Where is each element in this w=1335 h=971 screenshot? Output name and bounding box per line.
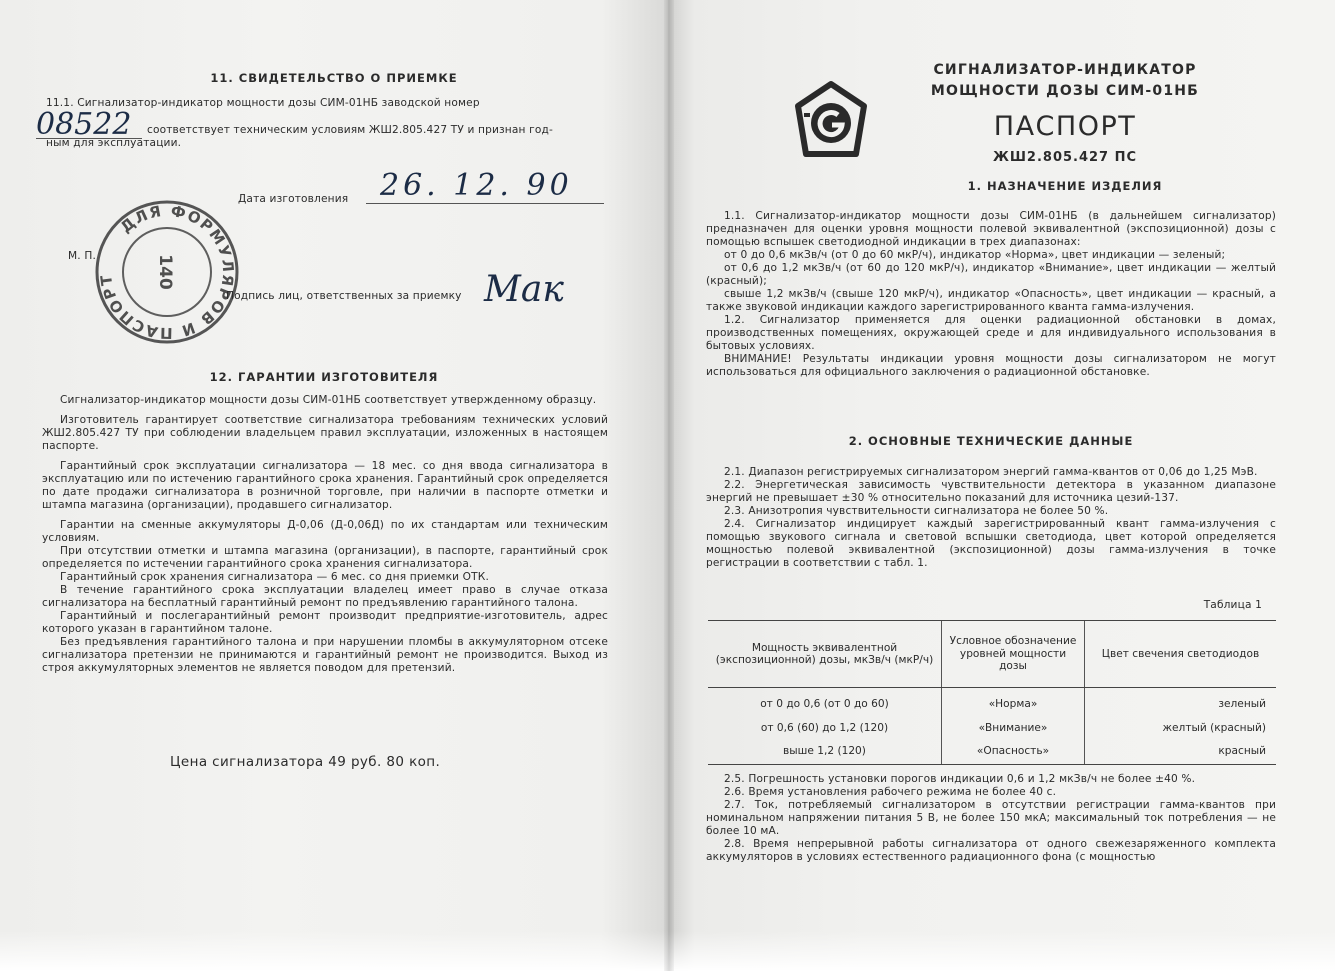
date-label: Дата изготовления — [238, 193, 349, 205]
purpose-warning: ВНИМАНИЕ! Результаты индикации уровня мощности дозы сигнализатором не могут использоваться для официального заключения о радиационной обстановке. — [706, 353, 1276, 378]
acceptance-line-3: ным для эксплуатации. — [46, 137, 182, 149]
spec-2-3: 2.3. Анизотропия чувствительности сигнализатора не более 50 %. — [724, 505, 1109, 517]
left-bottom-margin — [0, 931, 668, 971]
acceptance-line-1: 11.1. Сигнализатор-индикатор мощности дозы СИМ-01НБ заводской номер — [46, 97, 480, 109]
table-cell: красный — [1085, 740, 1277, 764]
range-danger: свыше 1,2 мкЗв/ч (свыше 120 мкР/ч), индикатор «Опасность», цвет индикации — красный, а также звуковой индикации каждого зарегистрированного кванта гамма-излучения. — [706, 288, 1276, 313]
table-caption: Таблица 1 — [1203, 599, 1262, 611]
tech-data-text — [706, 466, 1276, 570]
spec-2-6: 2.6. Время установления рабочего режима не более 40 с. — [724, 786, 1057, 798]
warranty-p8: Гарантийный и послегарантийный ремонт производит предприятие-изготовитель, адрес которого указан в гарантийном талоне. — [42, 610, 608, 635]
stamp-number: 140 — [155, 254, 175, 290]
warranty-p5: При отсутствии отметки и штампа магазина (организации), в паспорте, гарантийный срок определяется по истечении гарантийного срока хранения сигнализатора. — [42, 545, 608, 570]
warranty-p9: Без предъявления гарантийного талона и при нарушении пломбы в аккумуляторном отсеке сигнализатора претензии не принимаются и гарантийный ремонт не производится. Выход из строя аккумуляторных элементов не является поводом для претензий. — [42, 636, 608, 674]
document-code: ЖШ2.805.427 ПС — [992, 150, 1138, 165]
table-header-led-color: Цвет свечения светодиодов — [1085, 621, 1277, 688]
purpose-text — [706, 210, 1276, 379]
section-12-heading: 12. ГАРАНТИИ ИЗГОТОВИТЕЛЯ — [209, 370, 439, 384]
table-header-dose-rate: Мощность эквивалентной (экспозиционной) дозы, мкЗв/ч (мкР/ч) — [708, 621, 942, 688]
spec-2-8: 2.8. Время непрерывной работы сигнализатора от одного свежезаряженного комплекта аккумуляторов в условиях естественного радиационного фона (с мощностью — [706, 838, 1276, 863]
warranty-p2: Изготовитель гарантирует соответствие сигнализатора требованиям технических условий ЖШ2.805.427 ТУ при соблюдении владельцем правил эксплуатации, изложенных в настоящем паспорте. — [42, 414, 608, 452]
spec-2-7: 2.7. Ток, потребляемый сигнализатором в отсутствии регистрации гамма-квантов при номинальном напряжении питания 5 В, не более 150 мкА; максимальный ток потребления — не более 10 мА. — [706, 799, 1276, 837]
warranty-p6: Гарантийный срок хранения сигнализатора — 6 мес. со дня приемки ОТК. — [60, 571, 489, 583]
table-cell: выше 1,2 (120) — [783, 745, 866, 757]
table-cell: «Опасность» — [942, 740, 1085, 764]
spec-2-2: 2.2. Энергетическая зависимость чувствительности детектора в указанном диапазоне энергий не превышает ±30 % относительно показаний для источника цезий-137. — [706, 479, 1276, 504]
table-cell: желтый (красный) — [1085, 717, 1277, 741]
warranty-p3: Гарантийный срок эксплуатации сигнализатора — 18 мес. со дня ввода сигнализатора в эксплуатацию или по истечению гарантийного срока хранения. Гарантийный срок определяется по дате продажи сигнализатора в розничной торговле, при наличии в паспорте отметки и штампа магазина (организации), продавшего сигнализатор. — [42, 460, 608, 511]
warranty-text — [42, 394, 608, 675]
table-cell: зеленый — [1085, 688, 1277, 717]
passport-title: ПАСПОРТ — [993, 111, 1137, 142]
warranty-p4: Гарантии на сменные аккумуляторы Д-0,06 (Д-0,06Д) по их стандартам или техническим условиям. — [42, 519, 608, 544]
section-11-heading: 11. СВИДЕТЕЛЬСТВО О ПРИЕМКЕ — [210, 71, 458, 85]
acceptance-line-2: соответствует техническим условиям ЖШ2.805.427 ТУ и признан год- — [147, 124, 553, 136]
purpose-p1: 1.1. Сигнализатор-индикатор мощности дозы СИМ-01НБ (в дальнейшем сигнализатор) предназначен для оценки уровня мощности полевой эквивалентной (экспозиционной) дозы с помощью вспышек светодиодной индикации в трех диапазонах: — [706, 210, 1276, 248]
spec-2-5: 2.5. Погрешность установки порогов индикации 0,6 и 1,2 мкЗв/ч не более ±40 %. — [724, 773, 1196, 785]
table-cell: от 0 до 0,6 (от 0 до 60) — [760, 698, 889, 710]
device-price: Цена сигнализатора 49 руб. 80 коп. — [170, 754, 441, 770]
section-2-heading: 2. ОСНОВНЫЕ ТЕХНИЧЕСКИЕ ДАННЫЕ — [848, 434, 1134, 448]
page-fold — [664, 0, 674, 971]
serial-number-handwritten: 08522 — [36, 107, 132, 142]
manufacture-date-handwritten: 26. 12. 90 — [380, 168, 573, 203]
table-cell: «Норма» — [942, 688, 1085, 717]
table-row — [708, 740, 1276, 764]
spec-2-1: 2.1. Диапазон регистрируемых сигнализатором энергий гамма-квантов от 0,06 до 1,25 МэВ. — [724, 466, 1258, 478]
table-row — [708, 717, 1276, 741]
section-1-heading: 1. НАЗНАЧЕНИЕ ИЗДЕЛИЯ — [967, 179, 1163, 193]
mp-label: М. П. — [68, 250, 96, 262]
title-line-2: МОЩНОСТИ ДОЗЫ СИМ-01НБ — [930, 83, 1200, 99]
stamp-text: ДЛЯ ФОРМУЛЯРОВ И ПАСПОРТ — [96, 201, 238, 343]
signature-label: Подпись лиц, ответственных за приемку — [226, 290, 462, 302]
date-line — [366, 203, 604, 204]
right-bottom-margin — [668, 931, 1335, 971]
signature-handwritten: Мак — [484, 269, 564, 310]
table-cell: от 0,6 (60) до 1,2 (120) — [760, 721, 889, 734]
quality-mark-icon — [790, 78, 872, 168]
spec-2-4: 2.4. Сигнализатор индицирует каждый зарегистрированный квант гамма-излучения с помощью звукового сигнала и световой вспышки светодиода, цвет которой определяется мощностью полевой эквивалентной (экспозиционной) дозы гамма-излучения в точке регистрации в соответствии с табл. 1. — [706, 518, 1276, 569]
table-row — [708, 688, 1276, 717]
otk-stamp-icon — [92, 197, 242, 347]
table-bottom-rule — [708, 764, 1276, 765]
tech-data-text-continued — [706, 773, 1276, 864]
table-cell: «Внимание» — [942, 717, 1085, 741]
warranty-p1: Сигнализатор-индикатор мощности дозы СИМ-01НБ соответствует утвержденному образцу. — [60, 394, 597, 406]
indication-table — [708, 620, 1276, 765]
purpose-p2: 1.2. Сигнализатор применяется для оценки радиационной обстановки в домах, производственных помещениях, окружающей среде и для индивидуального использования в бытовых условиях. — [706, 314, 1276, 352]
title-block — [900, 60, 1230, 102]
table-header-designation: Условное обозначение уровней мощности дозы — [942, 621, 1085, 688]
warranty-p7: В течение гарантийного срока эксплуатации владелец имеет право в случае отказа сигнализатора на бесплатный гарантийный ремонт по предъявлению гарантийного талона. — [42, 584, 608, 609]
title-line-1: СИГНАЛИЗАТОР-ИНДИКАТОР — [933, 62, 1197, 78]
range-normal: от 0 до 0,6 мкЗв/ч (от 0 до 60 мкР/ч), индикатор «Норма», цвет индикации — зеленый; — [724, 249, 1226, 261]
range-attention: от 0,6 до 1,2 мкЗв/ч (от 60 до 120 мкР/ч), индикатор «Внимание», цвет индикации — желтый (красный); — [706, 262, 1276, 287]
